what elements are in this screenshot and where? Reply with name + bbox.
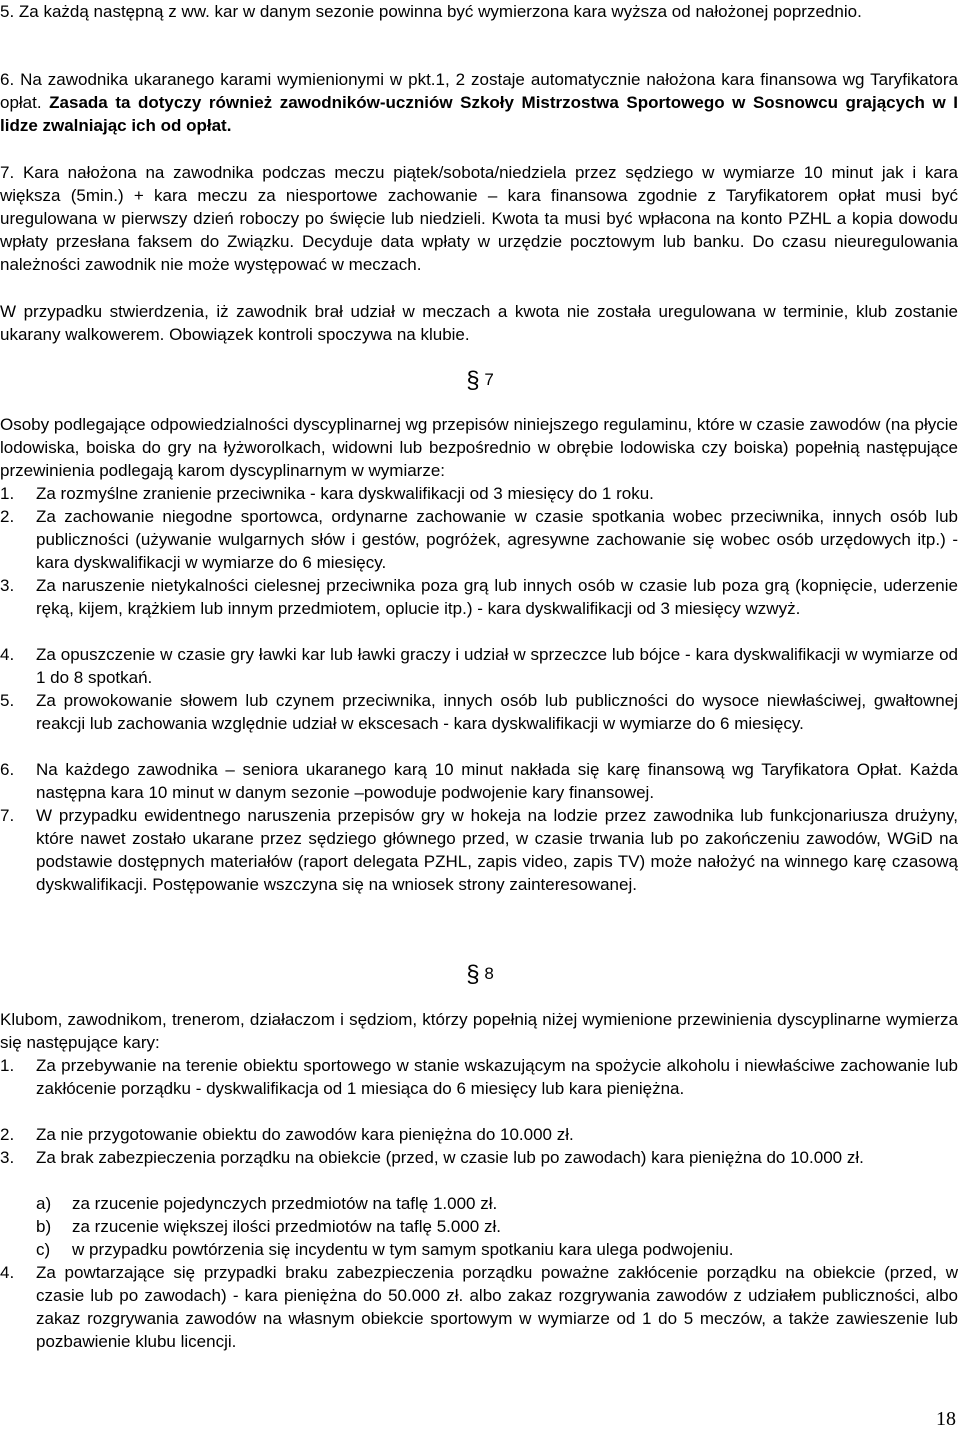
item-number: 1.	[0, 484, 15, 503]
item-number: 1.	[0, 1056, 15, 1075]
point-7: 7. Kara nałożona na zawodnika podczas meczu piątek/sobota/niedziela przez sędziego w wymiarze 10 minut jak i kara większa (5min.) + kara meczu za niesportowe zachowanie – kara finansowa zgodnie z Taryfikatorem opłat musi być uregulowana w pierwszy dzień roboczy po święcie lub niedzieli. Kwota ta musi być wpłacona na konto PZHL a kopia dowodu wpłaty przesłana faksem do Związku. Decyduje data wpłaty w urzędzie pocztowym lub banku. Do czasu nieuregulowania należności zawodnik nie może występować w meczach.	[0, 163, 958, 274]
section-8-intro: Klubom, zawodnikom, trenerom, działaczom i sędziom, którzy popełnią niżej wymienione przewinienia dyscyplinarne wymierza się następujące kary:	[0, 1010, 958, 1052]
point-7-walkover: W przypadku stwierdzenia, iż zawodnik brał udział w meczach a kwota nie została uregulowana w terminie, klub zostanie ukarany walkowerem. Obowiązek kontroli spoczywa na klubie.	[0, 302, 958, 344]
list-item	[0, 1054, 958, 1100]
sub-list-item	[36, 1215, 958, 1238]
sub-list-item	[36, 1238, 958, 1261]
item-number: 2.	[0, 507, 15, 526]
page-number: 18	[936, 1408, 956, 1430]
item-number: 4.	[0, 1263, 15, 1282]
item-number: 3.	[0, 576, 15, 595]
item-text: Za rozmyślne zranienie przeciwnika - kara dyskwalifikacji od 3 miesięcy do 1 roku.	[36, 484, 654, 503]
list-item	[0, 758, 958, 804]
item-text: Za naruszenie nietykalności cielesnej przeciwnika poza grą lub innych osób w czasie lub poza grą (kopnięcie, uderzenie ręką, kijem, krążkiem lub innym przedmiotem, oplucie itp.) - kara dyskwalifikacji od 3 miesięcy wzwyż.	[36, 576, 958, 618]
item-text: Za zachowanie niegodne sportowca, ordynarne zachowanie w czasie spotkania wobec przeciwnika, innych osób lub publiczności (używanie wulgarnych słów i gestów, pogróżek, agresywne zachowanie się wobec osób urzędowych itp.) - kara dyskwalifikacji w wymiarze do 6 miesięcy.	[36, 507, 958, 572]
list-item	[0, 643, 958, 689]
list-item	[0, 505, 958, 574]
sub-item-text: za rzucenie większej ilości przedmiotów na taflę 5.000 zł.	[72, 1217, 501, 1236]
item-number: 4.	[0, 645, 15, 664]
sub-list-item	[36, 1192, 958, 1215]
list-item	[0, 1146, 958, 1169]
item-number: 5.	[0, 691, 15, 710]
section-number: 8	[484, 964, 494, 983]
item-number: 6.	[0, 760, 15, 779]
list-item	[0, 574, 958, 620]
paragraph-sign: §	[466, 961, 480, 988]
item-text: Za powtarzające się przypadki braku zabezpieczenia porządku poważne zakłócenie porządku na obiekcie (przed, w czasie lub po zawodach) - kara pieniężna do 50.000 zł. albo zakaz rozgrywania zawodów z udziałem publiczności, albo zakaz rozgrywania zawodów na własnym obiekcie sportowym w wymiarze od 1 do 5 meczów, a także zawieszenie lub pozbawienie klubu licencji.	[36, 1263, 958, 1351]
sub-item-label: c)	[36, 1240, 51, 1259]
sub-item-label: a)	[36, 1194, 52, 1213]
section-8-heading	[0, 960, 960, 989]
list-item	[0, 482, 958, 505]
sub-item-text: w przypadku powtórzenia się incydentu w tym samym spotkaniu kara ulega podwojeniu.	[72, 1240, 734, 1259]
item-text: Za prowokowanie słowem lub czynem przeciwnika, innych osób lub publiczności do wysoce niewłaściwej, gwałtownej reakcji lub zachowania względnie udział w ekscesach - kara dyskwalifikacji w wymiarze do 6 miesięcy.	[36, 691, 958, 733]
point-6-text: 6. Na zawodnika ukaranego karami wymienionymi w pkt.1, 2 zostaje automatycznie nałożona kara finansowa wg Taryfikatora opłat.	[0, 70, 958, 112]
point-6-bold-text: Zasada ta dotyczy również zawodników-uczniów Szkoły Mistrzostwa Sportowego w Sosnowcu grających w I lidze zwalniając ich od opłat.	[0, 93, 958, 135]
section-7-heading	[0, 366, 960, 395]
item-text: Za brak zabezpieczenia porządku na obiekcie (przed, w czasie lub po zawodach) kara pieniężna do 10.000 zł.	[36, 1148, 864, 1167]
item-text: Na każdego zawodnika – seniora ukaranego karą 10 minut nakłada się karę finansową wg Taryfikatora Opłat. Każda następna kara 10 minut w danym sezonie –powoduje podwojenie kary finansowej.	[36, 760, 958, 802]
sub-item-text: za rzucenie pojedynczych przedmiotów na taflę 1.000 zł.	[72, 1194, 498, 1213]
point-6	[0, 68, 958, 137]
item-number: 7.	[0, 806, 15, 825]
point-5: 5. Za każdą następną z ww. kar w danym sezonie powinna być wymierzona kara wyższa od nałożonej poprzednio.	[0, 2, 862, 21]
list-item	[0, 804, 958, 896]
item-number: 3.	[0, 1148, 15, 1167]
list-item	[0, 689, 958, 735]
sub-item-label: b)	[36, 1217, 52, 1236]
item-text: Za przebywanie na terenie obiektu sportowego w stanie wskazującym na spożycie alkoholu i niewłaściwe zachowanie lub zakłócenie porządku - dyskwalifikacja od 1 miesiąca do 6 miesięcy lub kara pieniężna.	[36, 1056, 958, 1098]
item-text: Za nie przygotowanie obiektu do zawodów kara pieniężna do 10.000 zł.	[36, 1125, 574, 1144]
paragraph-sign: §	[466, 367, 480, 394]
item-text: W przypadku ewidentnego naruszenia przepisów gry w hokeja na lodzie przez zawodnika lub funkcjonariusza drużyny, które nawet zostało ukarane przez sędziego głównego przed, w czasie trwania lub po zakończeniu zawodów, WGiD na podstawie dostępnych materiałów (raport delegata PZHL, zapis video, zapis TV) może nałożyć na winnego karę czasową dyskwalifikacji. Postępowanie wszczyna się na wniosek strony zainteresowanej.	[36, 806, 958, 894]
section-7-intro: Osoby podlegające odpowiedzialności dyscyplinarnej wg przepisów niniejszego regulaminu, które w czasie zawodów (na płycie lodowiska, boiska do gry na łyżworolkach, widowni lub bezpośrednio w obrębie lodowiska czy boiska) popełnią następujące przewinienia podlegają karom dyscyplinarnym w wymiarze:	[0, 415, 958, 480]
item-number: 2.	[0, 1125, 15, 1144]
section-number: 7	[484, 370, 494, 389]
list-item	[0, 1261, 958, 1353]
list-item	[0, 1123, 958, 1146]
item-text: Za opuszczenie w czasie gry ławki kar lub ławki graczy i udział w sprzeczce lub bójce - kara dyskwalifikacji w wymiarze od 1 do 8 spotkań.	[36, 645, 958, 687]
